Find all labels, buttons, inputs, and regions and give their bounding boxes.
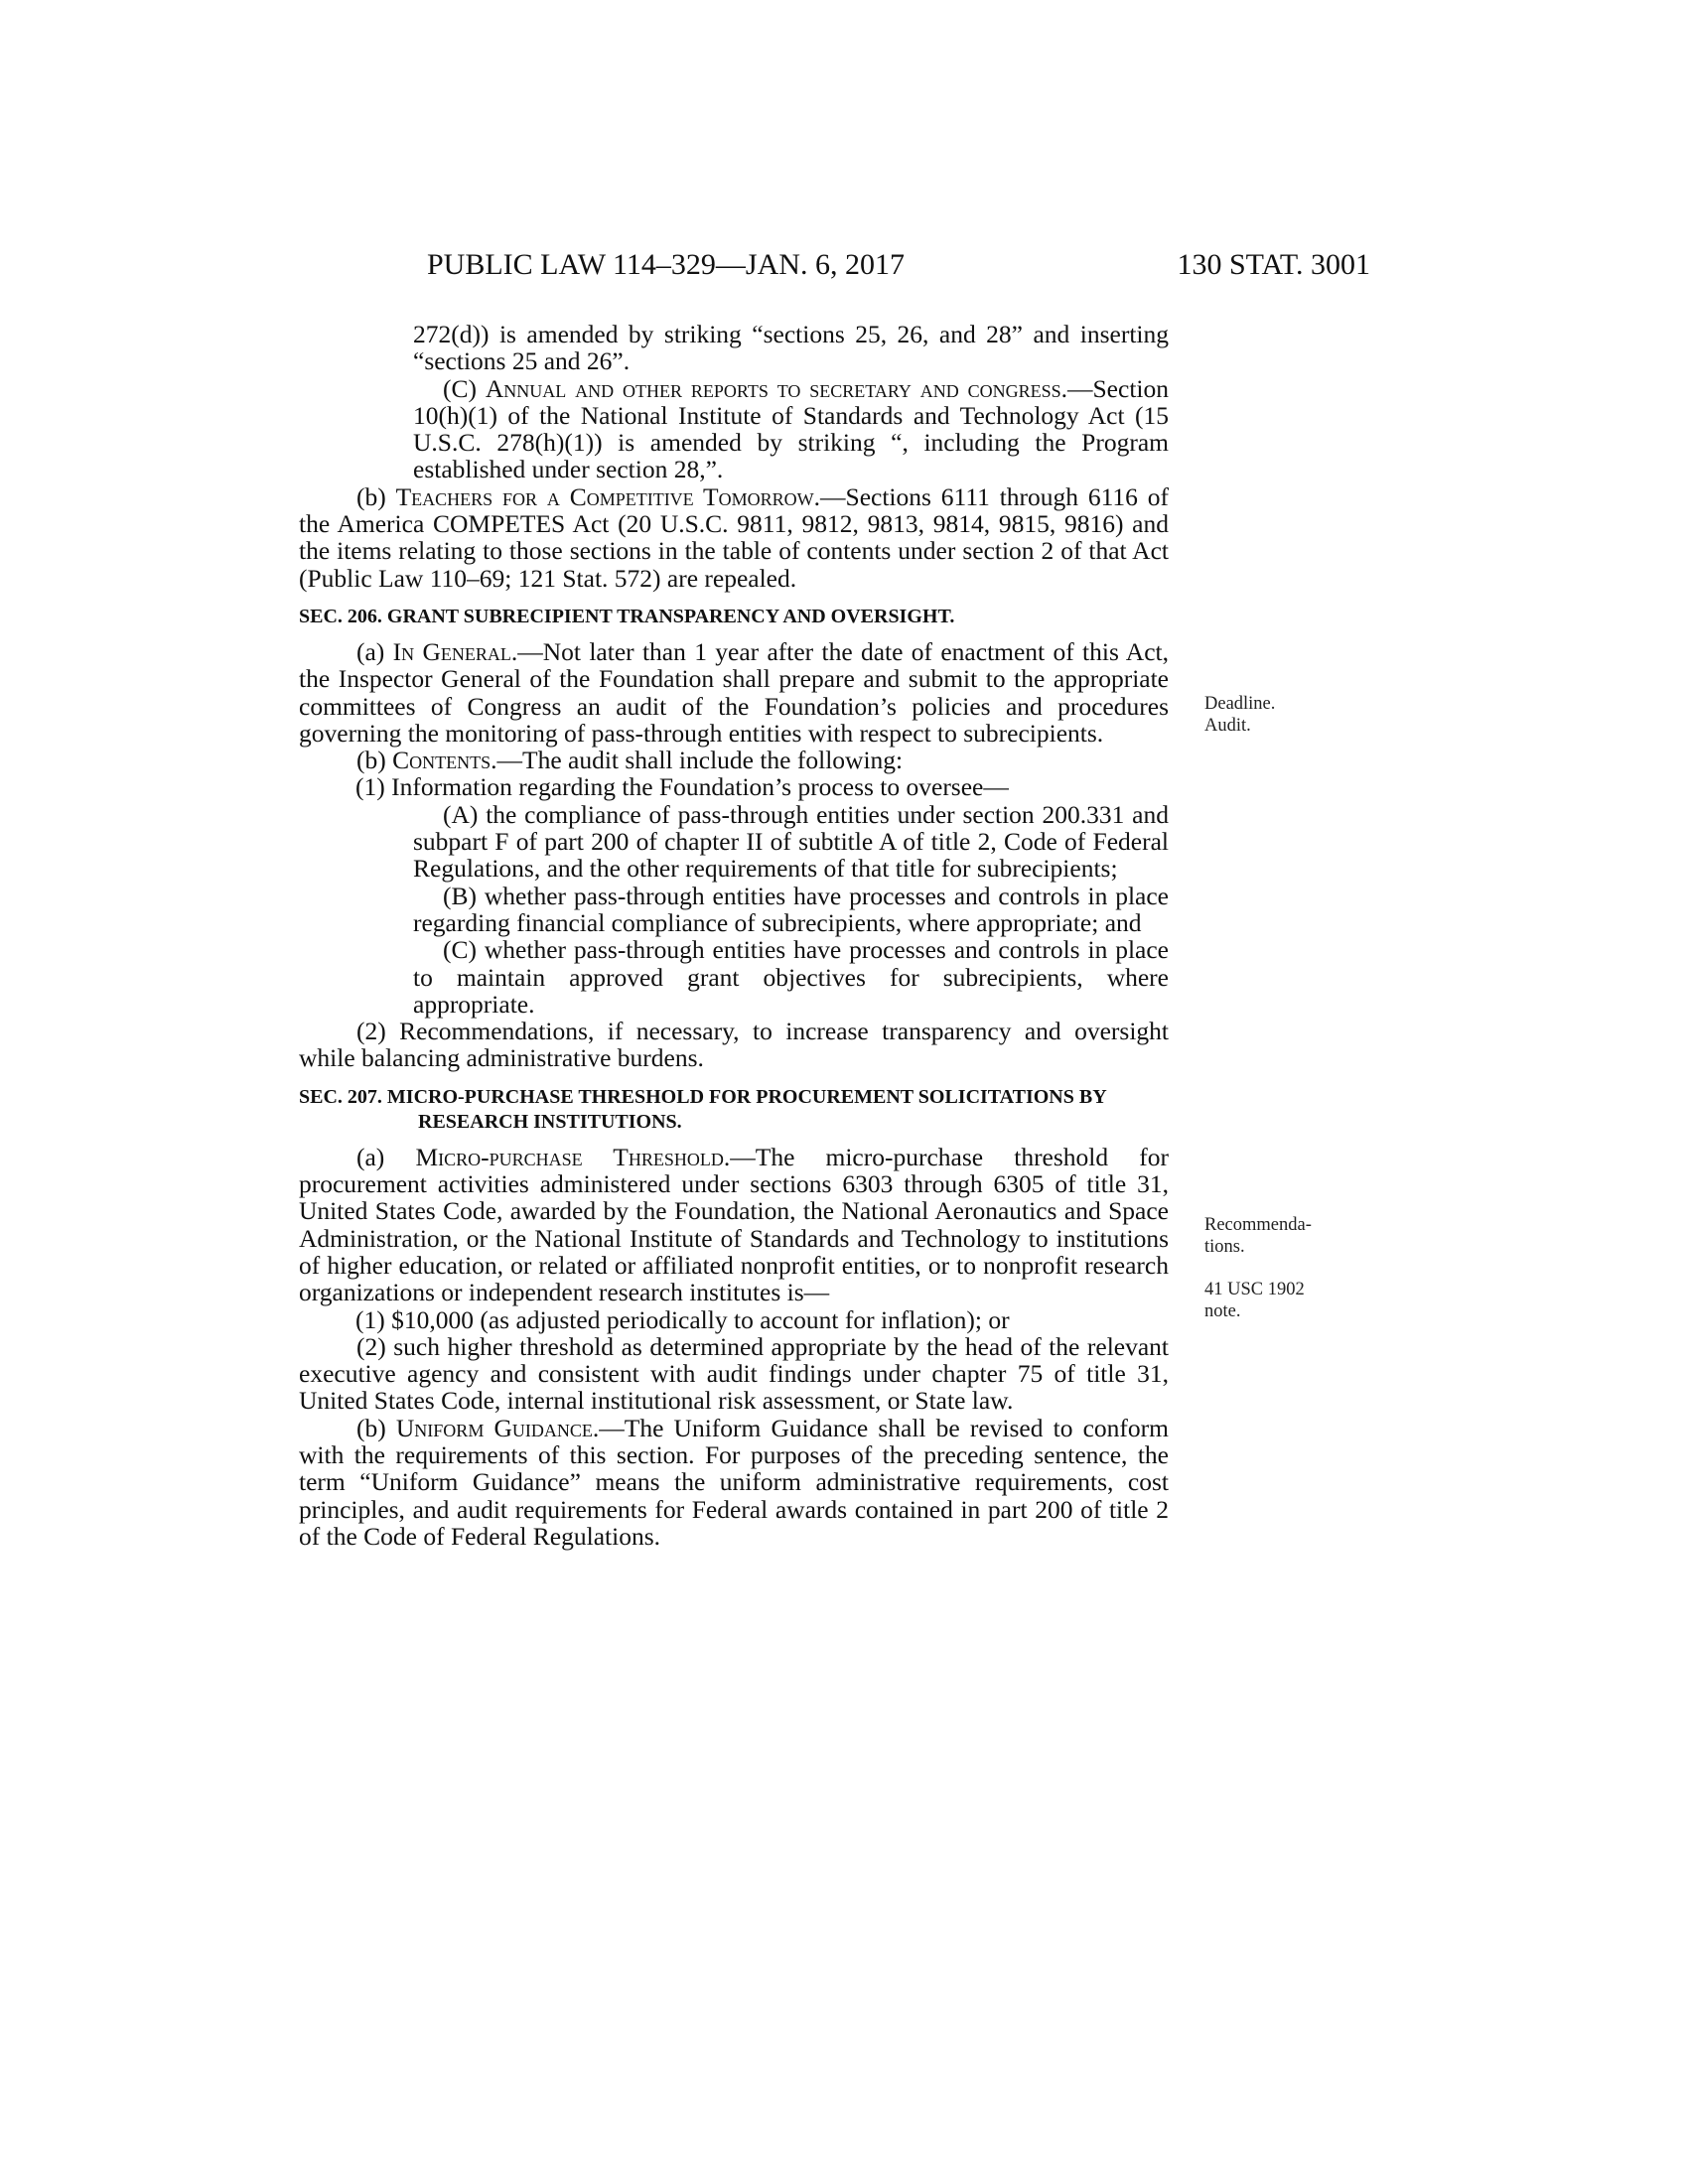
paragraph-teachers — [299, 483, 1169, 592]
running-header — [298, 248, 1370, 288]
header-title: PUBLIC LAW 114–329—JAN. 6, 2017 — [427, 248, 905, 281]
paragraph-text: .—Sections 6111 through 6116 of the America COMPETES Act (20 U.S.C. 9811, 9812, 9813, 9814, 9815, 9816) and the items relating to those sections in the table of contents under section 2 of that Act (Public Law 110–69; 121 Stat. 572) are repealed. — [299, 481, 1170, 593]
paragraph-in-general — [299, 638, 1169, 747]
document-body — [299, 321, 1169, 1550]
paragraph: (C) whether pass-through entities have processes and controls in place to maintain approved grant objectives for subrecipients, where appropriate. — [413, 935, 1169, 1019]
paragraph: (2) such higher threshold as determined appropriate by the head of the relevant executive agency and consistent with audit findings under chapter 75 of title 31, United States Code, internal institutional risk assessment, or State law. — [299, 1331, 1169, 1416]
paragraph-number: (b) — [356, 1413, 396, 1442]
paragraph-number: (b) — [356, 746, 393, 775]
paragraph: (1) $10,000 (as adjusted periodically to account for inflation); or — [355, 1304, 1010, 1334]
paragraph-heading: Micro-purchase Threshold — [415, 1142, 724, 1171]
margin-note-line: Audit. — [1204, 716, 1251, 736]
paragraph-heading: Annual and other reports to secretary and congress — [485, 373, 1061, 403]
paragraph-text: .—The micro-purchase threshold for procurement activities administered under sections 6303 through 6305 of title 31, United States Code, awarded by the Foundation, the National Aeronautics and Space Administration, or the National Institute of Standards and Technology to institutions of higher education, or related or affiliated nonprofit entities, or to nonprofit research organizations or independent research institutes is— — [299, 1142, 1169, 1307]
paragraph-number: (a) — [356, 636, 393, 666]
paragraph-heading: Contents — [392, 746, 492, 775]
margin-note-usc — [1204, 1279, 1343, 1322]
paragraph-contents — [299, 747, 1169, 773]
paragraph: (1) Information regarding the Foundation’s process to oversee— — [355, 772, 1009, 802]
paragraph-number: (a) — [356, 1142, 416, 1171]
paragraph-heading: In General — [392, 636, 511, 666]
paragraph: (B) whether pass-through entities have processes and controls in place regarding financial compliance of subrecipients, where appropriate; and — [413, 881, 1169, 937]
paragraph-number: (b) — [356, 481, 396, 511]
paragraph-heading: Uniform Guidance — [395, 1413, 593, 1442]
section-heading-207: SEC. 207. MICRO-PURCHASE THRESHOLD FOR PROCUREMENT SOLICITATIONS BY RESEARCH INSTITUTIONS. — [299, 1085, 1106, 1133]
header-stat-page: 130 STAT. 3001 — [1177, 248, 1370, 281]
margin-note-deadline — [1204, 693, 1343, 737]
section-heading-206: SEC. 206. GRANT SUBRECIPIENT TRANSPARENCY AND OVERSIGHT. — [299, 605, 955, 627]
paragraph-micro-purchase — [299, 1144, 1169, 1306]
paragraph: (A) the compliance of pass-through entities under section 200.331 and subpart F of part 200 of chapter II of subtitle A of title 2, Code of Federal Regulations, and the other requirements of that title for subrecipients; — [413, 799, 1169, 884]
paragraph-number: (C) — [443, 373, 486, 403]
margin-note-line: Deadline. — [1204, 694, 1276, 714]
margin-note-recommendations: Recommenda-tions. — [1204, 1215, 1312, 1257]
paragraph-text: .—Section 10(h)(1) of the National Institute of Standards and Technology Act (15 U.S.C. 278(h)(1)) is amended by striking “, including the Program established under section 28,”. — [413, 373, 1169, 484]
paragraph: (2) Recommendations, if necessary, to increase transparency and oversight while balancing administrative burdens. — [299, 1017, 1169, 1073]
paragraph: 272(d)) is amended by striking “sections 25, 26, and 28” and inserting “sections 25 and 26”. — [413, 320, 1169, 376]
paragraph-text: .—Not later than 1 year after the date of enactment of this Act, the Inspector General of the Foundation shall prepare and submit to the appropriate committees of Congress an audit of the Foundation’s policies and procedures governing the monitoring of pass-through entities with respect to subrecipients. — [299, 636, 1169, 748]
paragraph-text: .—The Uniform Guidance shall be revised to conform with the requirements of this section. For purposes of the preceding sentence, the term “Uniform Guidance” means the uniform administrative requirements, cost principles, and audit requirements for Federal awards contained in part 200 of title 2 of the Code of Federal Regulations. — [299, 1413, 1169, 1551]
paragraph-annual-reports — [299, 375, 1169, 483]
margin-note-line: 41 USC 1902 — [1204, 1280, 1305, 1299]
paragraph-text: .—The audit shall include the following: — [491, 746, 904, 775]
paragraph-uniform-guidance — [299, 1415, 1169, 1550]
margin-note-line: note. — [1204, 1301, 1241, 1321]
paragraph-heading: Teachers for a Competitive Tomorrow — [395, 481, 814, 511]
